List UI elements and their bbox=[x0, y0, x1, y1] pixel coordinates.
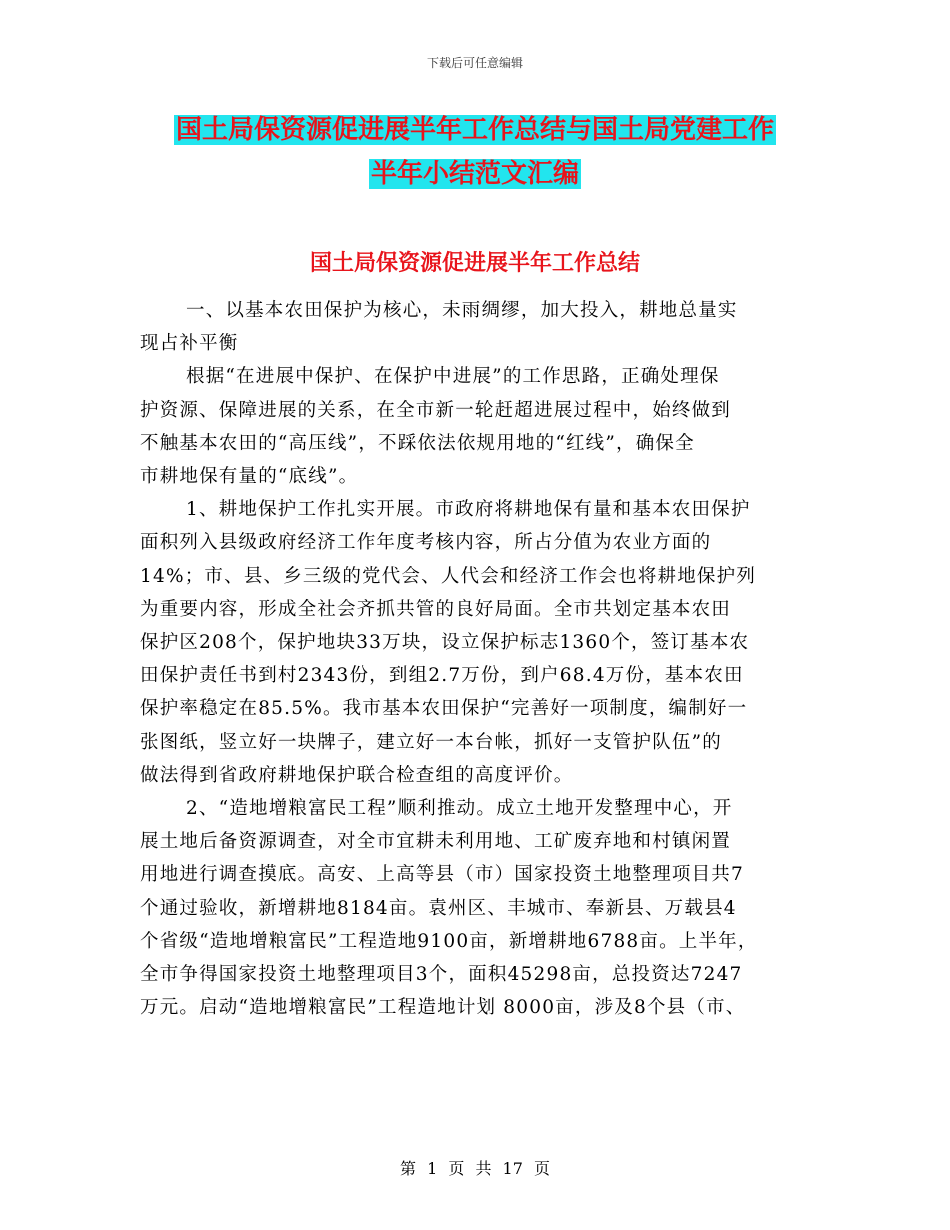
text-line: 万元。启动“造地增粮富民”工程造地计划 8000亩，涉及8个县（市、 bbox=[140, 997, 746, 1019]
text-line: 面积列入县级政府经济工作年度考核内容，所占分值为农业方面的 bbox=[140, 532, 712, 554]
text-line: 根据“在进展中保护、在保护中进展”的工作思路，正确处理保 bbox=[186, 366, 720, 388]
text-line: 护资源、保障进展的关系，在全市新一轮赶超进展过程中，始终做到 bbox=[140, 399, 732, 421]
document-body bbox=[140, 294, 824, 1024]
title-line-1-text: 国土局保资源促进展半年工作总结与国土局党建工作 bbox=[175, 115, 774, 145]
paragraph-1 bbox=[140, 294, 824, 360]
text-line: 个省级“造地增粮富民”工程造地9100亩，新增耕地6788亩。上半年， bbox=[140, 930, 758, 952]
paragraph-2 bbox=[140, 360, 824, 493]
text-line: 用地进行调查摸底。高安、上高等县（市）国家投资土地整理项目共7 bbox=[140, 864, 744, 886]
title-line-2 bbox=[0, 152, 950, 196]
header-note: 下载后可任意编辑 bbox=[426, 56, 523, 70]
document-title bbox=[0, 108, 950, 196]
text-line: 2、“造地增粮富民工程”顺利推动。成立土地开发整理中心，开 bbox=[186, 798, 733, 820]
section-title: 国土局保资源促进展半年工作总结 bbox=[309, 251, 640, 276]
text-line: 全市争得国家投资土地整理项目3个，面积45298亩，总投资达7247 bbox=[140, 964, 743, 986]
paragraph-4 bbox=[140, 792, 824, 1024]
title-line-1 bbox=[0, 108, 950, 152]
text-line: 1、耕地保护工作扎实开展。市政府将耕地保有量和基本农田保护 bbox=[186, 499, 751, 521]
text-line: 田保护责任书到村2343份，到组2.7万份，到户68.4万份，基本农田 bbox=[140, 665, 744, 687]
text-line: 一、以基本农田保护为核心，未雨绸缪，加大投入，耕地总量实 bbox=[186, 300, 738, 321]
page-number: 第 1 页 共 17 页 bbox=[400, 1159, 550, 1178]
text-line: 做法得到省政府耕地保护联合检查组的高度评价。 bbox=[140, 764, 574, 786]
text-line: 保护区208个，保护地块33万块，设立保护标志1360个，签订基本农 bbox=[140, 632, 750, 654]
text-line: 保护率稳定在85.5%。我市基本农田保护“完善好一项制度，编制好一 bbox=[140, 698, 748, 720]
text-line: 张图纸，竖立好一块牌子，建立好一本台帐，抓好一支管护队伍”的 bbox=[140, 731, 722, 753]
text-line: 14%；市、县、乡三级的党代会、人代会和经济工作会也将耕地保护列 bbox=[140, 565, 757, 587]
text-line: 市耕地保有量的“底线”。 bbox=[140, 466, 359, 488]
text-line: 为重要内容，形成全社会齐抓共管的良好局面。全市共划定基本农田 bbox=[140, 598, 732, 620]
paragraph-3 bbox=[140, 493, 824, 792]
text-line: 不触基本农田的“高压线”，不踩依法依规用地的“红线”，确保全 bbox=[140, 432, 695, 454]
text-line: 现占补平衡 bbox=[140, 333, 239, 355]
text-line: 展土地后备资源调查，对全市宜耕未利用地、工矿废弃地和村镇闲置 bbox=[140, 831, 732, 853]
title-line-2-text: 半年小结范文汇编 bbox=[370, 159, 579, 189]
text-line: 个通过验收，新增耕地8184亩。袁州区、丰城市、奉新县、万载县4 bbox=[140, 897, 737, 919]
